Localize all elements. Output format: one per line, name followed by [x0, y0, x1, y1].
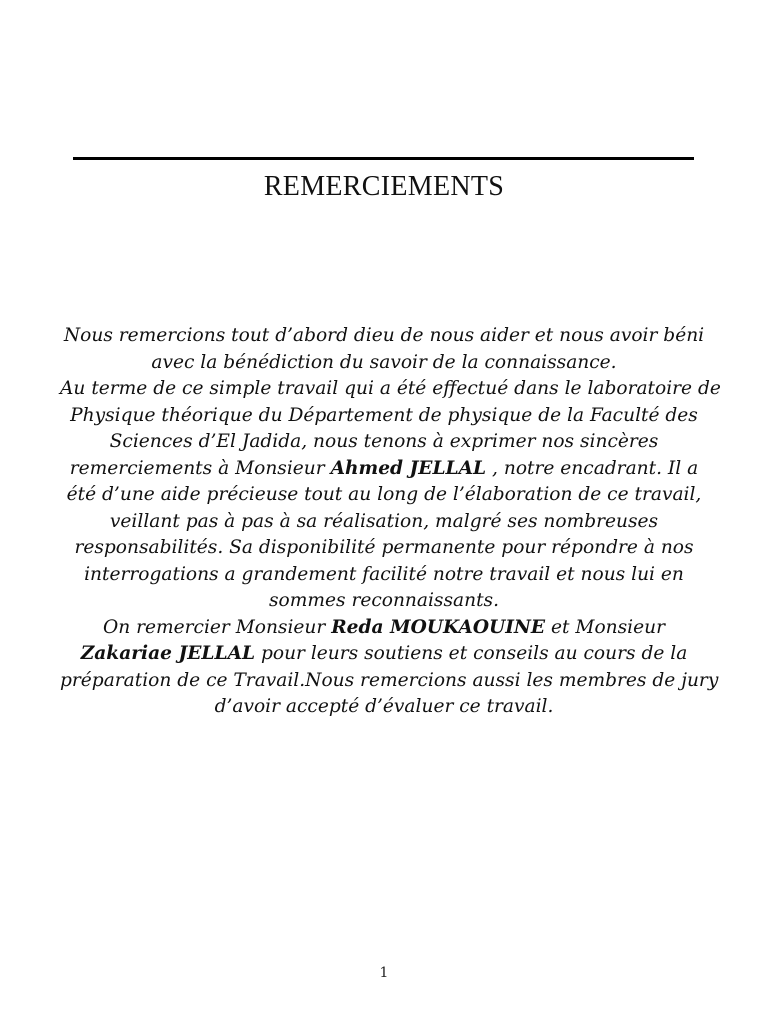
paragraph-line: avec la bénédiction du savoir de la connaissance. [151, 351, 617, 373]
paragraph-line: Nous remercions tout d’abord dieu de nous aider et nous avoir béni [63, 325, 705, 346]
page-number: 1 [379, 965, 389, 981]
paragraph-line: responsabilités. Sa disponibilité permanente pour répondre à nos [74, 537, 694, 558]
co-supervisor-name: Reda MOUKAOUINE [331, 616, 546, 638]
header-rule [73, 157, 694, 160]
page-title: REMERCIEMENTS [263, 171, 505, 202]
paragraph-line: préparation de ce Travail.Nous remercions aussi les membres de jury [60, 669, 719, 691]
text-segment: pour leurs soutiens et conseils au cours de la [255, 643, 688, 664]
paragraph-line: interrogations a grandement facilité notre travail et nous lui en [84, 563, 684, 585]
text-segment: On remercier Monsieur [103, 616, 332, 638]
paragraph-line [60, 456, 708, 483]
text-segment: remerciements à Monsieur [69, 457, 331, 479]
paragraph-line: Sciences d’El Jadida, nous tenons à exprimer nos sincères [109, 431, 659, 452]
co-supervisor-name: Zakariae JELLAL [80, 643, 256, 664]
paragraph-line: veillant pas à pas à sa réalisation, malgré ses nombreuses [109, 510, 659, 532]
paragraph-line: sommes reconnaissants. [268, 590, 499, 611]
text-segment: , notre encadrant. Il a [486, 457, 699, 479]
acknowledgements-paragraph [60, 323, 721, 721]
paragraph-line: Au terme de ce simple travail qui a été effectué dans le laboratoire de [60, 378, 721, 399]
paragraph-line [60, 641, 708, 668]
text-segment: et Monsieur [545, 616, 665, 638]
paragraph-line: d’avoir accepté d’évaluer ce travail. [214, 696, 554, 717]
paragraph-line [60, 615, 708, 642]
paragraph-line: été d’une aide précieuse tout au long de l’élaboration de ce travail, [66, 484, 702, 505]
supervisor-name: Ahmed JELLAL [330, 457, 487, 479]
paragraph-line: Physique théorique du Département de physique de la Faculté des [70, 404, 698, 426]
